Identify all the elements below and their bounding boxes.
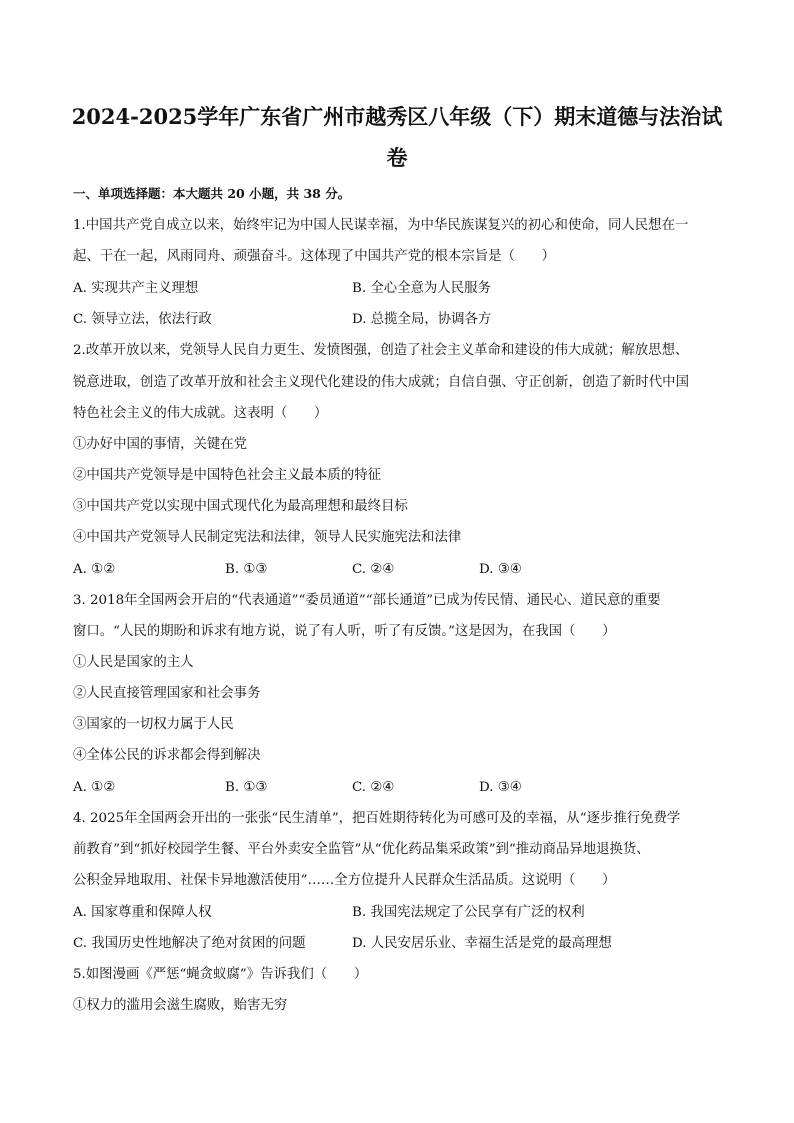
q5-stem-line1: 5.如图漫画《严惩“蝇贪蚁腐”》告诉我们（ ）	[73, 967, 368, 982]
q4-stem-line2: 前教育”到“抓好校园学生餐、平台外卖安全监管”从“优化药品集采政策”到“推动商品异地退换货、	[73, 842, 650, 857]
q2-option-b: B. ①③	[225, 562, 268, 577]
q2-item-4: ④中国共产党领导人民制定宪法和法律，领导人民实施宪法和法律	[73, 530, 462, 545]
q2-item-2: ②中国共产党领导是中国特色社会主义最本质的特征	[73, 468, 381, 483]
q1-option-a: A. 实现共产主义理想	[73, 281, 199, 296]
q1-option-c: C. 领导立法，依法行政	[73, 312, 212, 327]
q3-stem-line1: 3. 2018年全国两会开启的“代表通道”“委员通道”“部长通道”已成为传民情、通民心、道民意的重要	[73, 593, 661, 608]
q2-item-3: ③中国共产党以实现中国式现代化为最高理想和最终目标	[73, 499, 408, 514]
q4-stem-line3: 公积金异地取用、社保卡异地激活使用”……全方位提升人民群众生活品质。这说明（ ）	[73, 873, 616, 888]
q3-item-4: ④全体公民的诉求都会得到解决	[73, 748, 261, 763]
q1-stem-line2: 起、干在一起，风雨同舟、顽强奋斗。这体现了中国共产党的根本宗旨是（ ）	[73, 249, 556, 264]
q3-option-c: C. ②④	[352, 780, 395, 795]
q3-stem-line2: 窗口。“人民的期盼和诉求有地方说，说了有人听，听了有反馈。”这是因为，在我国（ ）	[73, 624, 616, 639]
q2-stem-line3: 特色社会主义的伟大成就。这表明（ ）	[73, 406, 328, 421]
q1-stem-line1: 1.中国共产党自成立以来，始终牢记为中国人民谋幸福，为中华民族谋复兴的初心和使命，同人民想在一	[73, 218, 689, 233]
q2-stem-line1: 2.改革开放以来，党领导人民自力更生、发愤图强，创造了社会主义革命和建设的伟大成就；解放思想、	[73, 343, 689, 358]
q3-item-1: ①人民是国家的主人	[73, 655, 194, 670]
q4-stem-line1: 4. 2025年全国两会开出的一张张“民生清单”，把百姓期待转化为可感可及的幸福，从“逐步推行免费学	[73, 811, 681, 826]
q2-stem-line2: 锐意进取，创造了改革开放和社会主义现代化建设的伟大成就；自信自强、守正创新，创造了新时代中国	[73, 375, 689, 390]
q1-option-b: B. 全心全意为人民服务	[352, 281, 491, 296]
q2-option-a: A. ①②	[73, 562, 116, 577]
q3-option-a: A. ①②	[73, 780, 116, 795]
q2-option-d: D. ③④	[479, 562, 522, 577]
q4-option-a: A. 国家尊重和保障人权	[73, 905, 212, 920]
q3-option-b: B. ①③	[225, 780, 268, 795]
exam-title-line1: 2024-2025学年广东省广州市越秀区八年级（下）期末道德与法治试	[71, 104, 723, 129]
q5-item-1: ①权力的滥用会滋生腐败，贻害无穷	[73, 998, 288, 1013]
q4-option-b: B. 我国宪法规定了公民享有广泛的权利	[352, 905, 585, 920]
q3-item-2: ②人民直接管理国家和社会事务	[73, 686, 261, 701]
exam-title-line2: 卷	[386, 145, 408, 170]
q3-option-d: D. ③④	[479, 780, 522, 795]
q4-option-c: C. 我国历史性地解决了绝对贫困的问题	[73, 936, 306, 951]
q2-item-1: ①办好中国的事情，关键在党	[73, 437, 248, 452]
q1-option-d: D. 总揽全局，协调各方	[352, 312, 492, 327]
q4-option-d: D. 人民安居乐业、幸福生活是党的最高理想	[352, 936, 612, 951]
section-heading: 一、单项选择题：本大题共 20 小题，共 38 分。	[73, 186, 351, 201]
q2-option-c: C. ②④	[352, 562, 395, 577]
q3-item-3: ③国家的一切权力属于人民	[73, 717, 234, 732]
